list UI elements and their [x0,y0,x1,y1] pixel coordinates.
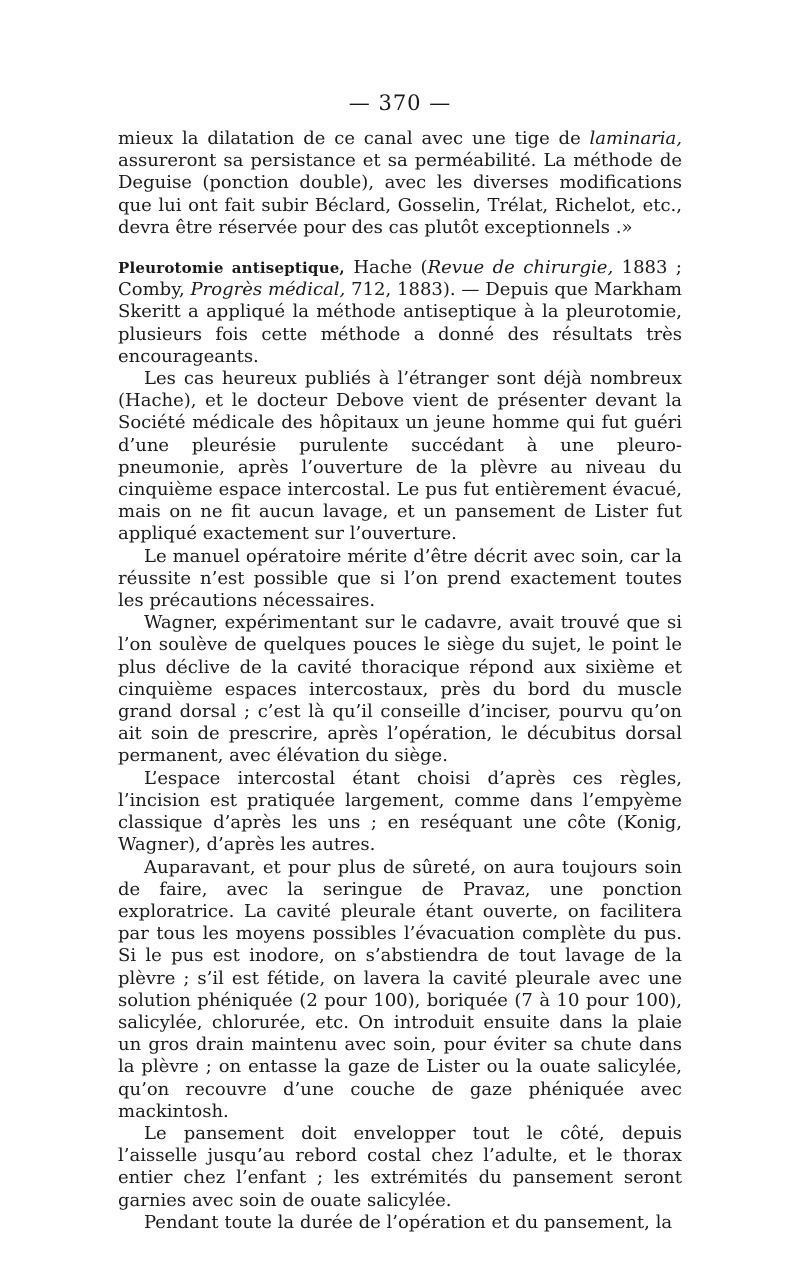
paragraph [118,128,682,239]
paragraph [118,857,682,1123]
text-run: L’espace intercostal étant choisi d’après ces règles, l’incision est pratiquée largement, comme dans l’empyème classique d’après les uns ; en reséquant une côte (Konig, Wagner), d’après les autres. [118,767,682,856]
text-run: Les cas heureux publiés à l’étranger sont déjà nombreux (Hache), et le docteur Debove vient de présenter devant la Société médicale des hôpitaux un jeune homme qui fut guéri d’une pleurésie purulente succédant à une pleuro-pneumonie, après l’ouverture de la plèvre au niveau du cinquième espace intercostal. Le pus fut entièrement évacué, mais on ne fit aucun lavage, et un pansement de Lister fut appliqué exactement sur l’ouverture. [118,368,682,545]
text-run: Auparavant, et pour plus de sûreté, on aura toujours soin de faire, avec la seringue de Pravaz, une ponction exploratrice. La cavité pleurale étant ouverte, on facilitera par tous les moyens possibles l’évacuation complète du pus. Si le pus est inodore, on s’abstiendra de tout lavage de la plèvre ; s’il est fétide, on lavera la cavité pleurale avec une solution phéniquée (2 pour 100), boriquée (7 à 10 pour 100), salicylée, chlorurée, etc. On introduit ensuite dans la plaie un gros drain maintenu avec soin, pour éviter sa chute dans la plèvre ; on entasse la gaze de Lister ou la ouate salicylée, qu’on recouvre d’une couche de gaze phéniquée avec mackintosh. [118,856,682,1122]
paragraph [118,612,682,767]
text-run: Hache ( [344,257,428,279]
text-run: Le pansement doit envelopper tout le côté, depuis l’aisselle jusqu’au rebord costal chez l’adulte, et le thorax entier chez l’enfant ; les extrémités du pansement seront garnies avec soin de ouate salicylée. [118,1122,682,1211]
paragraph [118,1123,682,1212]
text-run: 1883 ; Comby, [118,257,682,301]
section-heading: Pleurotomie antiseptique, [118,259,345,278]
paragraph [118,257,682,368]
italic-run: Revue de chirurgie, [427,257,614,279]
paragraph [118,546,682,613]
paragraph [118,1212,682,1234]
paragraph [118,368,682,546]
text-run: Pendant toute la durée de l’opération et du pansement, la [144,1211,673,1233]
page-number: — 370 — [348,91,452,115]
italic-run: Progrès médical, [190,279,346,301]
body-text [118,128,682,1234]
text-run: Wagner, expérimentant sur le cadavre, avait trouvé que si l’on soulève de quelques pouces le siège du sujet, le point le plus déclive de la cavité thoracique répond aux sixième et cinquième espaces intercostaux, près du bord du muscle grand dorsal ; c’est là qu’il conseille d’inciser, pourvu qu’on ait soin de prescrire, après l’opération, le décubitus dorsal permanent, avec élévation du siège. [118,612,682,767]
text-run: mieux la dilatation de ce canal avec une tige de [118,128,590,149]
italic-run: laminaria, [589,128,682,149]
text-run: assureront sa persistance et sa perméabilité. La méthode de Deguise (ponction double), avec les diverses modifications que lui ont fait subir Béclard, Gosselin, Trélat, Richelot, etc., devra être réservée pour des cas plutôt exceptionnels .» [118,150,682,238]
text-run: Le manuel opératoire mérite d’être décrit avec soin, car la réussite n’est possible que si l’on prend exactement toutes les précautions nécessaires. [118,545,682,612]
paragraph [118,768,682,857]
text-run: 712, 1883). — Depuis que Markham Skeritt a appliqué la méthode antiseptique à la pleurotomie, plusieurs fois cette méthode a donné des résultats très encourageants. [118,279,682,367]
